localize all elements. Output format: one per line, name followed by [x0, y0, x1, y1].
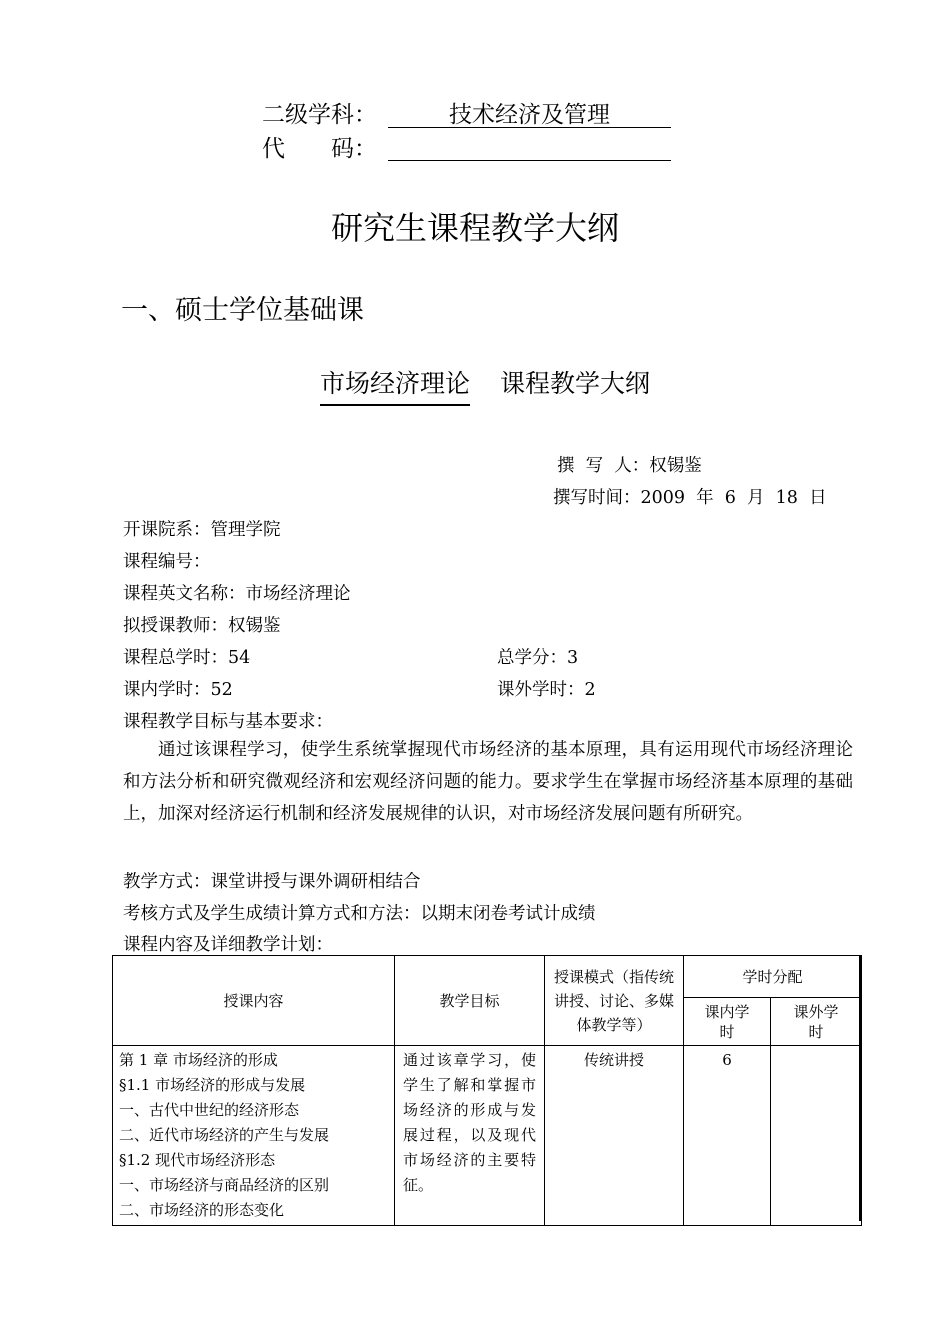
code-underline — [388, 160, 671, 161]
teaching-plan-table — [112, 955, 862, 1226]
row-content-cell — [113, 1046, 395, 1226]
department-line: 开课院系：管理学院 — [123, 520, 281, 540]
assessment-line: 考核方式及学生成绩计算方式和方法：以期末闭卷考试计成绩 — [123, 904, 596, 924]
header-hours: 学时分配 — [684, 956, 862, 998]
discipline-underline — [388, 127, 671, 128]
header-in-class: 课内学时 — [684, 998, 771, 1046]
header-goal: 教学目标 — [395, 956, 545, 1046]
writer-line: 撰 写 人：权锡鉴 — [557, 456, 702, 476]
english-name-line: 课程英文名称：市场经济理论 — [123, 584, 351, 604]
objectives-label: 课程教学目标与基本要求： — [123, 712, 333, 732]
content-line: 二、市场经济的形态变化 — [119, 1201, 285, 1219]
out-class-hours-line: 课外学时：2 — [497, 680, 596, 700]
section-heading: 一、硕士学位基础课 — [121, 295, 364, 326]
discipline-value: 技术经济及管理 — [449, 102, 610, 128]
course-number-line: 课程编号： — [123, 552, 211, 572]
table-right-border — [859, 955, 861, 1221]
content-line: §1.2 现代市场经济形态 — [119, 1151, 276, 1169]
header-mode: 授课模式（指传统讲授、讨论、多媒体教学等） — [545, 956, 684, 1046]
code-label: 代 码： — [262, 136, 377, 162]
header-content: 授课内容 — [113, 956, 395, 1046]
content-line: 二、近代市场经济的产生与发展 — [119, 1126, 330, 1144]
total-hours-line: 课程总学时：54 — [123, 648, 251, 668]
plan-label: 课程内容及详细教学计划： — [123, 935, 333, 955]
teaching-method-line: 教学方式：课堂讲授与课外调研相结合 — [123, 872, 421, 892]
objectives-paragraph: 通过该课程学习，使学生系统掌握现代市场经济的基本原理，具有运用现代市场经济理论和方法分析和研究微观经济和宏观经济问题的能力。要求学生在掌握市场经济基本原理的基础上，加深对经济运行机制和经济发展规律的认识，对市场经济发展问题有所研究。 — [123, 740, 853, 824]
row-out-class-cell — [771, 1046, 862, 1226]
in-class-hours-line: 课内学时：52 — [123, 680, 233, 700]
date-line: 撰写时间：2009 年 6 月 18 日 — [553, 488, 827, 508]
total-credits-line: 总学分：3 — [497, 648, 579, 668]
document-title: 研究生课程教学大纲 — [330, 209, 619, 247]
content-line: 一、市场经济与商品经济的区别 — [119, 1176, 330, 1194]
discipline-label: 二级学科： — [262, 102, 377, 128]
content-line: 一、古代中世纪的经济形态 — [119, 1101, 300, 1119]
content-line: 第 1 章 市场经济的形成 — [119, 1051, 278, 1069]
row-in-class-cell: 6 — [684, 1046, 771, 1226]
row-goal-cell: 通过该章学习，使学生了解和掌握市场经济的形成与发展过程，以及现代市场经济的主要特征。 — [395, 1046, 545, 1226]
content-line: §1.1 市场经济的形成与发展 — [119, 1076, 306, 1094]
header-out-class: 课外学时 — [771, 998, 862, 1046]
course-name: 市场经济理论 — [320, 364, 470, 406]
table-row — [113, 1046, 862, 1226]
teacher-line: 拟授课教师：权锡鉴 — [123, 616, 281, 636]
course-title-suffix: 课程教学大纲 — [500, 369, 651, 398]
row-mode-cell: 传统讲授 — [545, 1046, 684, 1226]
